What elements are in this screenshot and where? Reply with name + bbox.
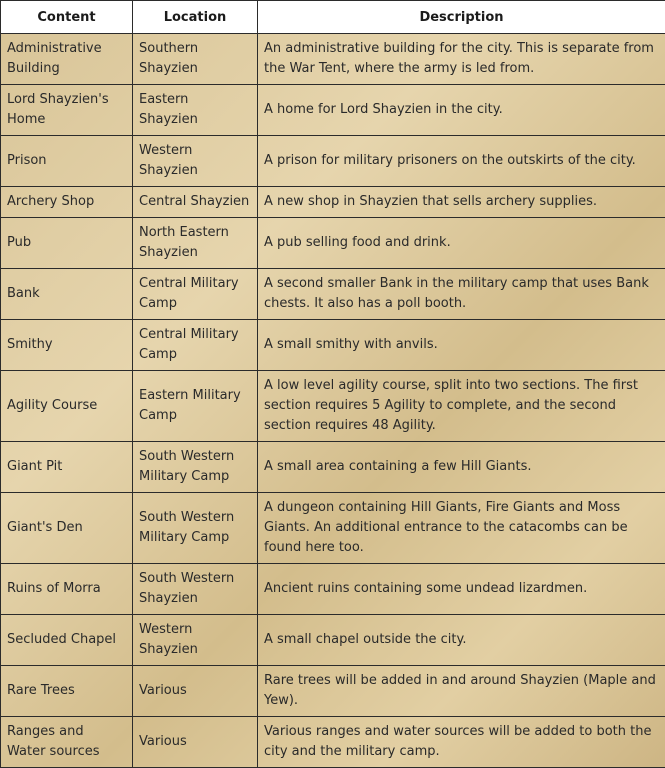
cell-description: A low level agility course, split into two sections. The first section requires 5 Agility to complete, and the second section requires 48 Agility.	[258, 371, 665, 442]
cell-description: A second smaller Bank in the military camp that uses Bank chests. It also has a poll booth.	[258, 269, 665, 320]
cell-content: Ruins of Morra	[1, 564, 133, 615]
cell-content: Archery Shop	[1, 187, 133, 218]
cell-content: Secluded Chapel	[1, 615, 133, 666]
table-row	[1, 717, 665, 768]
table-row	[1, 85, 665, 136]
cell-content: Ranges and Water sources	[1, 717, 133, 768]
cell-content: Lord Shayzien's Home	[1, 85, 133, 136]
header-content: Content	[1, 1, 133, 34]
table-row	[1, 666, 665, 717]
cell-location: Central Military Camp	[133, 269, 258, 320]
cell-location: Various	[133, 717, 258, 768]
header-location: Location	[133, 1, 258, 34]
cell-location: North Eastern Shayzien	[133, 218, 258, 269]
cell-description: A prison for military prisoners on the outskirts of the city.	[258, 136, 665, 187]
cell-content: Rare Trees	[1, 666, 133, 717]
header-row	[1, 1, 665, 34]
cell-content: Pub	[1, 218, 133, 269]
cell-location: Central Military Camp	[133, 320, 258, 371]
cell-description: Ancient ruins containing some undead lizardmen.	[258, 564, 665, 615]
cell-description: Various ranges and water sources will be added to both the city and the military camp.	[258, 717, 665, 768]
cell-description: A home for Lord Shayzien in the city.	[258, 85, 665, 136]
cell-description: A small area containing a few Hill Giants.	[258, 442, 665, 493]
cell-location: Various	[133, 666, 258, 717]
table-row	[1, 564, 665, 615]
cell-location: South Western Military Camp	[133, 493, 258, 564]
cell-location: South Western Military Camp	[133, 442, 258, 493]
cell-location: Central Shayzien	[133, 187, 258, 218]
cell-location: Southern Shayzien	[133, 34, 258, 85]
table-row	[1, 442, 665, 493]
cell-content: Giant Pit	[1, 442, 133, 493]
cell-location: Eastern Shayzien	[133, 85, 258, 136]
table-row	[1, 615, 665, 666]
cell-location: South Western Shayzien	[133, 564, 258, 615]
cell-content: Administrative Building	[1, 34, 133, 85]
table-row	[1, 371, 665, 442]
cell-description: A dungeon containing Hill Giants, Fire Giants and Moss Giants. An additional entrance to the catacombs can be found here too.	[258, 493, 665, 564]
header-description: Description	[258, 1, 665, 34]
table-row	[1, 269, 665, 320]
cell-content: Giant's Den	[1, 493, 133, 564]
table-row	[1, 187, 665, 218]
cell-location: Eastern Military Camp	[133, 371, 258, 442]
cell-location: Western Shayzien	[133, 136, 258, 187]
cell-description: A small chapel outside the city.	[258, 615, 665, 666]
table-row	[1, 218, 665, 269]
table-row	[1, 320, 665, 371]
cell-description: A new shop in Shayzien that sells archery supplies.	[258, 187, 665, 218]
cell-description: An administrative building for the city. This is separate from the War Tent, where the army is led from.	[258, 34, 665, 85]
cell-content: Smithy	[1, 320, 133, 371]
table-row	[1, 136, 665, 187]
cell-description: Rare trees will be added in and around Shayzien (Maple and Yew).	[258, 666, 665, 717]
table-row	[1, 493, 665, 564]
cell-content: Prison	[1, 136, 133, 187]
cell-content: Bank	[1, 269, 133, 320]
cell-description: A small smithy with anvils.	[258, 320, 665, 371]
cell-content: Agility Course	[1, 371, 133, 442]
cell-description: A pub selling food and drink.	[258, 218, 665, 269]
table-row	[1, 34, 665, 85]
cell-location: Western Shayzien	[133, 615, 258, 666]
